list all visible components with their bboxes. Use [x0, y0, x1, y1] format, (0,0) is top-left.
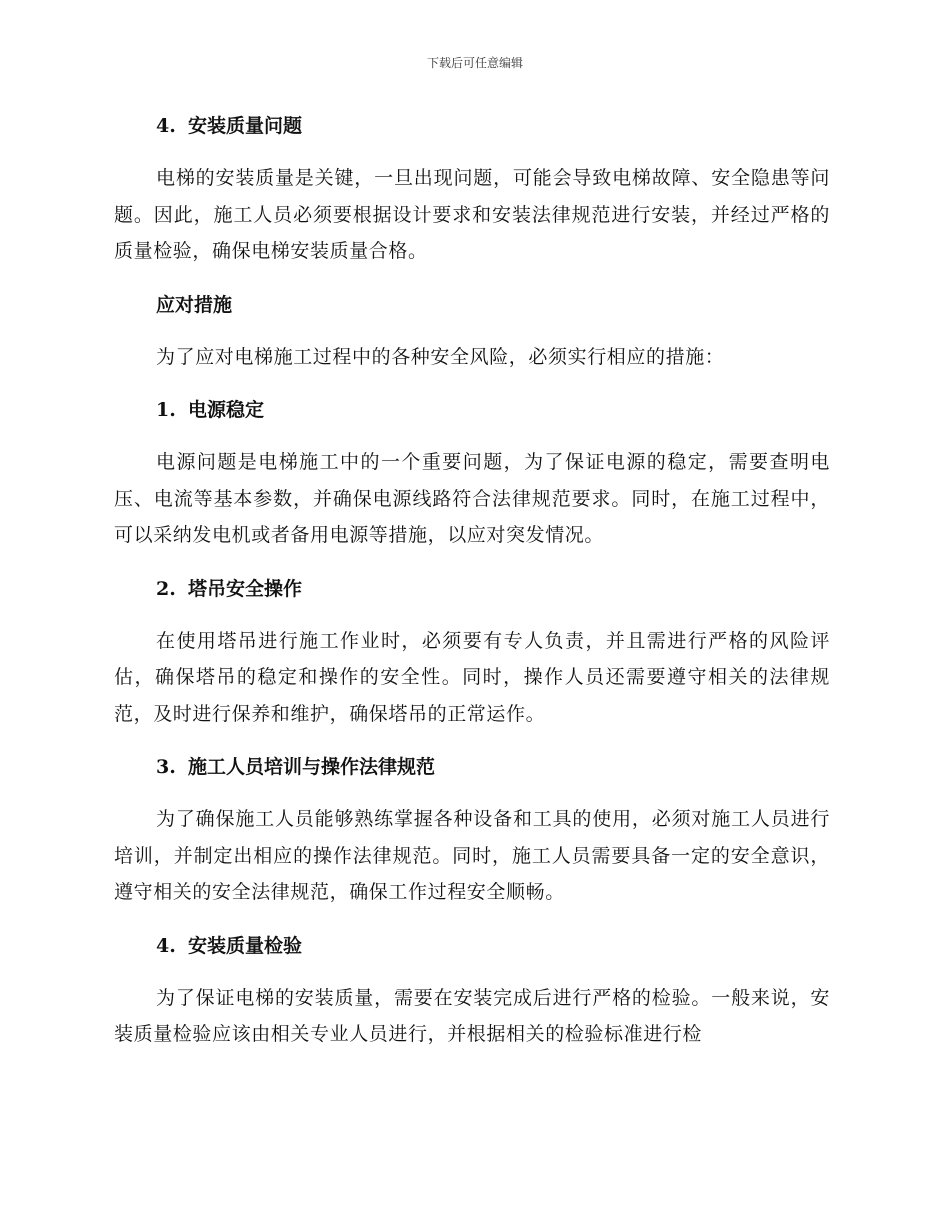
heading-number: 3.	[156, 756, 176, 778]
heading-number: 1.	[156, 399, 176, 421]
heading-number: 2.	[156, 577, 176, 600]
heading-text: 安装质量问题	[188, 115, 303, 137]
heading-text: 安装质量检验	[188, 934, 303, 957]
paragraph: 为了确保施工人员能够熟练掌握各种设备和工具的使用，必须对施工人员进行培训，并制定出相应的操作法律规范。同时，施工人员需要具备一定的安全意识，遵守相关的安全法律规范，确保工作过程安全顺畅。	[114, 808, 830, 903]
heading-text: 电源稳定	[188, 399, 265, 421]
section-heading	[114, 108, 830, 144]
heading-text: 应对措施	[156, 293, 233, 316]
section-heading	[114, 392, 830, 428]
paragraph: 电梯的安装质量是关键，一旦出现问题，可能会导致电梯故障、安全隐患等问题。因此，施工人员必须要根据设计要求和安装法律规范进行安装，并经过严格的质量检验，确保电梯安装质量合格。	[114, 167, 830, 262]
section-heading	[114, 928, 830, 964]
section-heading	[114, 571, 830, 607]
heading-number: 4.	[156, 934, 176, 957]
heading-number: 4.	[156, 115, 176, 137]
paragraph: 在使用塔吊进行施工作业时，必须要有专人负责，并且需进行严格的风险评估，确保塔吊的稳定和操作的安全性。同时，操作人员还需要遵守相关的法律规范，及时进行保养和维护，确保塔吊的正常运作。	[114, 629, 830, 725]
paragraph: 为了应对电梯施工过程中的各种安全风险，必须实行相应的措施：	[156, 345, 725, 368]
heading-text: 施工人员培训与操作法律规范	[188, 756, 436, 778]
page-header: 下载后可任意编辑	[426, 56, 523, 70]
paragraph: 电源问题是电梯施工中的一个重要问题，为了保证电源的稳定，需要查明电压、电流等基本参数，并确保电源线路符合法律规范要求。同时，在施工过程中，可以采纳发电机或者备用电源等措施，以应对突发情况。	[114, 451, 830, 546]
section-heading	[114, 749, 830, 785]
section-heading	[114, 287, 830, 323]
paragraph: 为了保证电梯的安装质量，需要在安装完成后进行严格的检验。一般来说，安装质量检验应该由相关专业人员进行，并根据相关的检验标准进行检	[114, 986, 830, 1045]
heading-text: 塔吊安全操作	[188, 577, 303, 600]
document-body	[114, 108, 830, 1070]
